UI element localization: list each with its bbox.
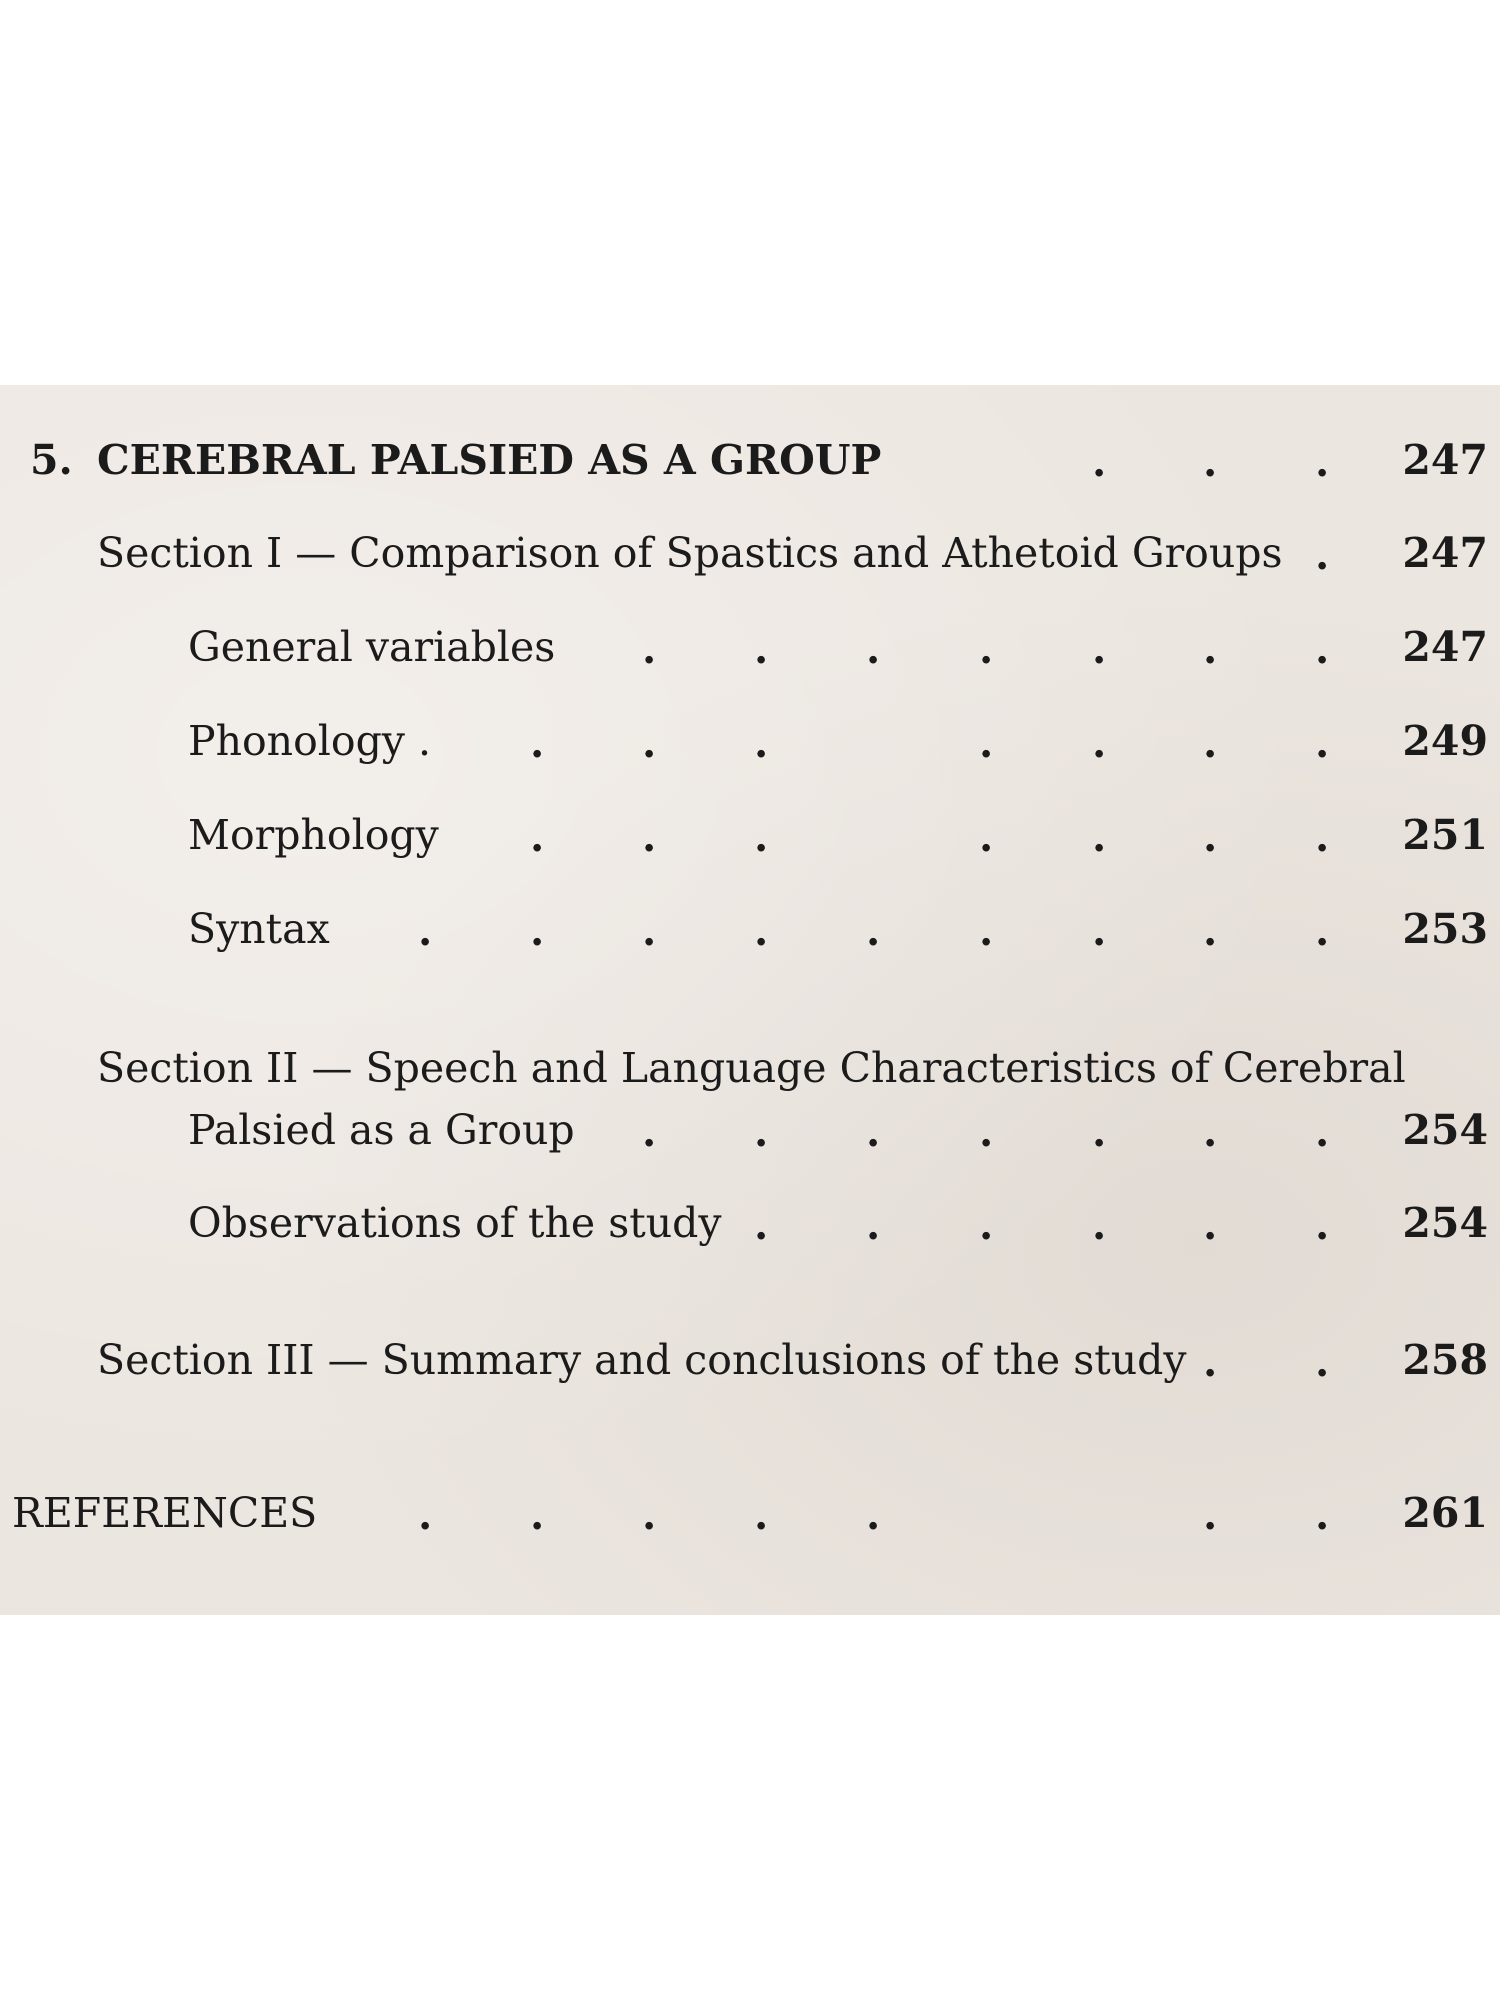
leader-dot: . (642, 1108, 657, 1156)
leader-dot: . (979, 1108, 994, 1156)
leader-dot: . (754, 813, 769, 861)
leader-dot: . (1315, 813, 1330, 861)
leader-dot: . (866, 1201, 881, 1249)
leader-dot: . (1315, 531, 1330, 579)
leader-dot: . (979, 625, 994, 673)
entry-label: Morphology (188, 811, 439, 859)
page-number: 253 (1402, 905, 1488, 953)
page-number: 254 (1402, 1106, 1488, 1154)
leader-dot: . (979, 813, 994, 861)
leader-dot: . (979, 719, 994, 767)
leader-dot: . (1203, 719, 1218, 767)
leader-dot: . (1315, 719, 1330, 767)
entry-label: Observations of the study (188, 1199, 722, 1247)
chapter-title: CEREBRAL PALSIED AS A GROUP (97, 436, 882, 484)
leader-dot: . (1203, 813, 1218, 861)
leader-dot: . (754, 625, 769, 673)
book-page (0, 385, 1500, 1615)
leader-dot: . (530, 1491, 545, 1539)
leader-dot: . (1092, 1108, 1107, 1156)
page-number: 247 (1402, 436, 1488, 484)
leader-dot: . (642, 813, 657, 861)
leader-dot: . (1315, 1491, 1330, 1539)
leader-dot: . (1092, 907, 1107, 955)
leader-dot: . (754, 1491, 769, 1539)
entry-label: Syntax (188, 905, 330, 953)
references-label: REFERENCES (12, 1489, 318, 1537)
leader-dot: . (642, 625, 657, 673)
leader-dot: . (1315, 438, 1330, 486)
page-number: 247 (1402, 623, 1488, 671)
leader-dot: . (1203, 1338, 1218, 1386)
leader-dot: . (979, 907, 994, 955)
leader-dot: . (530, 813, 545, 861)
leader-dot: . (866, 625, 881, 673)
leader-dot: . (754, 1201, 769, 1249)
leader-dot: . (754, 719, 769, 767)
leader-dot: . (754, 1108, 769, 1156)
page-number: 254 (1402, 1199, 1488, 1247)
leader-dot: . (642, 907, 657, 955)
leader-dot: . (642, 719, 657, 767)
leader-dot: . (1203, 438, 1218, 486)
leader-dot: . (1203, 1108, 1218, 1156)
leader-dot: . (418, 907, 433, 955)
section-1-title: Section I — Comparison of Spastics and Athetoid Groups (97, 529, 1283, 577)
page-number: 258 (1402, 1336, 1488, 1384)
leader-dot: . (1315, 1108, 1330, 1156)
section-2-title-continued: Palsied as a Group (188, 1106, 575, 1154)
leader-dot: . (866, 1491, 881, 1539)
section-3-title: Section III — Summary and conclusions of the study (97, 1336, 1187, 1384)
page-number: 249 (1402, 717, 1488, 765)
leader-dot: . (866, 1108, 881, 1156)
leader-dot: . (1315, 1338, 1330, 1386)
leader-dot: . (1092, 438, 1107, 486)
entry-label: Phonology . (188, 717, 432, 765)
leader-dot: . (642, 1491, 657, 1539)
leader-dot: . (1092, 625, 1107, 673)
leader-dot: . (530, 907, 545, 955)
section-2-title: Section II — Speech and Language Characteristics of Cerebral (97, 1044, 1406, 1092)
page-number: 247 (1402, 529, 1488, 577)
entry-label: General variables (188, 623, 556, 671)
leader-dot: . (1203, 625, 1218, 673)
chapter-number: 5. (30, 436, 73, 484)
page-number: 251 (1402, 811, 1488, 859)
leader-dot: . (418, 1491, 433, 1539)
leader-dot: . (1203, 907, 1218, 955)
page-number: 261 (1402, 1489, 1488, 1537)
leader-dot: . (754, 907, 769, 955)
leader-dot: . (1092, 719, 1107, 767)
leader-dot: . (530, 719, 545, 767)
leader-dot: . (1315, 1201, 1330, 1249)
leader-dot: . (1203, 1491, 1218, 1539)
leader-dot: . (866, 907, 881, 955)
leader-dot: . (1092, 1201, 1107, 1249)
leader-dot: . (1315, 625, 1330, 673)
leader-dot: . (979, 1201, 994, 1249)
leader-dot: . (1092, 813, 1107, 861)
leader-dot: . (1203, 1201, 1218, 1249)
leader-dot: . (1315, 907, 1330, 955)
